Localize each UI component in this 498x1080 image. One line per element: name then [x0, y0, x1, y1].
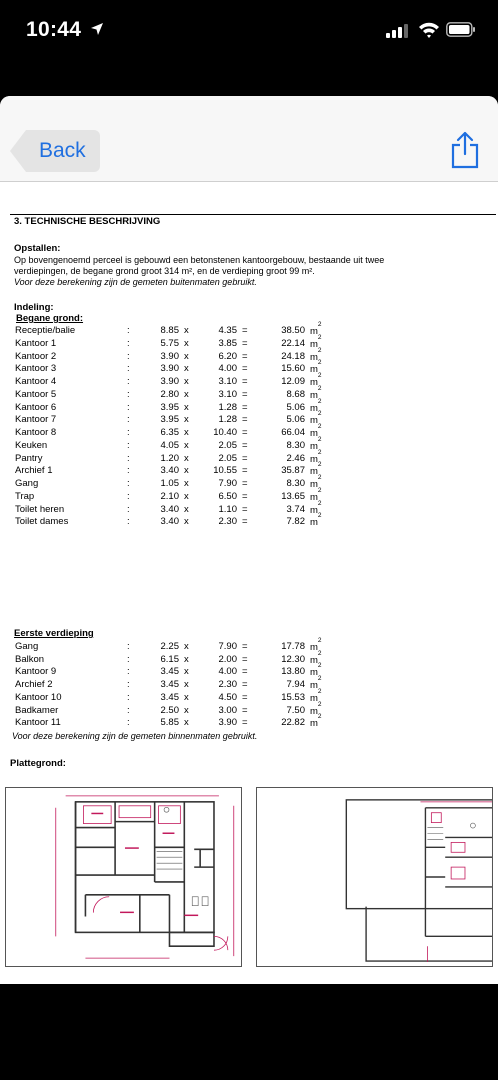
equals-sign: =: [242, 717, 248, 729]
room-name: Toilet heren: [15, 503, 65, 515]
room-name: Kantoor 4: [15, 376, 57, 387]
width-value: 1.10: [218, 503, 237, 515]
times-sign: x: [184, 439, 189, 451]
area-value: 2.46: [286, 452, 305, 464]
begane-grond-row: [15, 397, 335, 414]
times-sign: x: [184, 679, 189, 691]
colon: :: [127, 503, 130, 515]
colon: :: [127, 325, 130, 336]
width-value: 1.28: [218, 414, 237, 426]
area-unit: $m^2$: [310, 372, 322, 389]
equals-sign: =: [242, 376, 248, 387]
length-value: 2.25: [160, 641, 179, 652]
width-value: 10.40: [213, 427, 237, 438]
times-sign: x: [184, 704, 189, 716]
eerste-verdieping-row: [15, 675, 335, 692]
status-bar: [0, 0, 498, 60]
length-value: 3.45: [160, 666, 179, 678]
equals-sign: =: [242, 465, 248, 477]
room-name: Kantoor 9: [15, 666, 57, 678]
colon: :: [127, 666, 130, 678]
room-name: Keuken: [15, 439, 48, 451]
area-value: 13.80: [281, 666, 305, 678]
section-rule: [10, 214, 496, 215]
colon: :: [127, 679, 130, 691]
times-sign: x: [184, 717, 189, 729]
times-sign: x: [184, 452, 189, 464]
times-sign: x: [184, 376, 189, 387]
area-value: 17.78: [281, 641, 305, 652]
room-name: Archief 1: [15, 465, 53, 477]
area-value: 7.82: [286, 516, 305, 528]
document-page: [0, 182, 498, 984]
opstallen-text-line-1: Op bovengenoemd perceel is gebouwd een betonstenen kantoorgebouw, bestaande uit twee: [14, 255, 385, 265]
equals-sign: =: [242, 641, 248, 652]
length-value: 1.05: [160, 478, 179, 489]
length-value: 3.95: [160, 414, 179, 426]
width-value: 4.50: [218, 691, 237, 703]
colon: :: [127, 465, 130, 477]
length-value: 2.80: [160, 388, 179, 400]
room-name: Pantry: [15, 452, 43, 464]
room-name: Balkon: [15, 653, 45, 665]
times-sign: x: [184, 516, 189, 528]
room-name: Kantoor 11: [15, 717, 61, 729]
begane-grond-row: [15, 486, 335, 503]
begane-grond-row: [15, 474, 335, 491]
equals-sign: =: [242, 516, 248, 528]
area-value: 22.14: [281, 337, 305, 349]
room-name: Kantoor 8: [15, 427, 57, 438]
area-unit: $m^2$: [310, 346, 322, 363]
equals-sign: =: [242, 478, 248, 489]
width-value: 2.30: [218, 679, 237, 691]
begane-grond-row: [15, 423, 335, 440]
area-unit: $m^2$: [310, 384, 322, 401]
length-value: 3.40: [160, 503, 179, 515]
area-value: 22.82: [281, 717, 305, 729]
colon: :: [127, 653, 130, 665]
length-value: 3.95: [160, 401, 179, 413]
colon: :: [127, 439, 130, 451]
section-title: 3. TECHNISCHE BESCHRIJVING: [14, 216, 161, 227]
times-sign: x: [184, 401, 189, 413]
width-value: 2.30: [218, 516, 237, 528]
area-unit: $m^2$: [310, 649, 322, 666]
area-value: 7.94: [286, 679, 305, 691]
opstallen-text-line-2: verdiepingen, de begane grond groot 314 m², en de verdieping groot 99 m².: [14, 266, 315, 276]
colon: :: [127, 516, 130, 528]
colon: :: [127, 414, 130, 426]
equals-sign: =: [242, 439, 248, 451]
area-value: 5.06: [286, 414, 305, 426]
area-value: 8.30: [286, 478, 305, 489]
begane-grond-row: [15, 435, 335, 452]
area-unit: $m^2$: [310, 512, 322, 529]
colon: :: [127, 478, 130, 489]
begane-grond-row: [15, 372, 335, 389]
times-sign: x: [184, 337, 189, 349]
battery-icon: [446, 22, 476, 37]
area-value: 35.87: [281, 465, 305, 477]
equals-sign: =: [242, 691, 248, 703]
colon: :: [127, 427, 130, 438]
begane-grond-row: [15, 512, 335, 529]
times-sign: x: [184, 666, 189, 678]
colon: :: [127, 490, 130, 502]
colon: :: [127, 704, 130, 716]
begane-grond-row: [15, 346, 335, 363]
width-value: 1.28: [218, 401, 237, 413]
length-value: 6.35: [160, 427, 179, 438]
eerste-verdieping-row: [15, 700, 335, 717]
indeling-heading: Indeling:: [14, 302, 54, 313]
colon: :: [127, 363, 130, 375]
navigation-bar: [0, 96, 498, 182]
area-unit: $m^2$: [310, 359, 322, 376]
times-sign: x: [184, 641, 189, 652]
equals-sign: =: [242, 679, 248, 691]
room-name: Receptie/balie: [15, 325, 76, 336]
colon: :: [127, 641, 130, 652]
length-value: 3.45: [160, 679, 179, 691]
equals-sign: =: [242, 503, 248, 515]
equals-sign: =: [242, 704, 248, 716]
begane-grond-row: [15, 410, 335, 427]
room-name: Trap: [15, 490, 35, 502]
floor-plan-ground-floor: [5, 787, 242, 967]
width-value: 3.90: [218, 717, 237, 729]
width-value: 3.10: [218, 376, 237, 387]
area-value: 8.30: [286, 439, 305, 451]
room-name: Kantoor 6: [15, 401, 57, 413]
area-value: 24.18: [281, 350, 305, 362]
equals-sign: =: [242, 666, 248, 678]
times-sign: x: [184, 325, 189, 336]
begane-grond-row: [15, 461, 335, 478]
eerste-verdieping-row: [15, 637, 335, 654]
wifi-icon: [418, 21, 440, 39]
area-unit: $m^2$: [310, 461, 322, 478]
room-name: Toilet dames: [15, 516, 69, 528]
area-value: 3.74: [286, 503, 305, 515]
times-sign: x: [184, 691, 189, 703]
times-sign: x: [184, 350, 189, 362]
width-value: 10.55: [213, 465, 237, 477]
area-unit: $m^2$: [310, 448, 322, 465]
area-unit: $m^2$: [310, 333, 322, 350]
eerste-verdieping-row: [15, 687, 335, 704]
opstallen-note: Voor deze berekening zijn de gemeten buitenmaten gebruikt.: [14, 277, 257, 287]
width-value: 6.50: [218, 490, 237, 502]
begane-grond-row: [15, 384, 335, 401]
area-unit: $m^2$: [310, 662, 322, 679]
begane-grond-row: [15, 321, 335, 338]
area-value: 13.65: [281, 490, 305, 502]
colon: :: [127, 376, 130, 387]
colon: :: [127, 691, 130, 703]
length-value: 8.85: [160, 325, 179, 336]
times-sign: x: [184, 465, 189, 477]
area-unit: $m^2$: [310, 423, 322, 440]
equals-sign: =: [242, 401, 248, 413]
colon: :: [127, 452, 130, 464]
times-sign: x: [184, 503, 189, 515]
length-value: 6.15: [160, 653, 179, 665]
begane-grond-row: [15, 359, 335, 376]
area-unit: $m^2$: [310, 713, 322, 730]
equals-sign: =: [242, 427, 248, 438]
width-value: 7.90: [218, 641, 237, 652]
colon: :: [127, 401, 130, 413]
area-unit: $m^2$: [310, 397, 322, 414]
width-value: 4.35: [218, 325, 237, 336]
eerste-verdieping-row: [15, 713, 335, 730]
times-sign: x: [184, 427, 189, 438]
width-value: 6.20: [218, 350, 237, 362]
room-name: Kantoor 10: [15, 691, 62, 703]
back-button-label: Back: [39, 139, 86, 162]
length-value: 5.85: [160, 717, 179, 729]
area-value: 5.06: [286, 401, 305, 413]
area-value: 15.60: [281, 363, 305, 375]
width-value: 2.00: [218, 653, 237, 665]
location-arrow-icon: [90, 22, 104, 36]
area-unit: $m^2$: [310, 687, 322, 704]
area-unit: $m^2$: [310, 321, 322, 338]
room-name: Badkamer: [15, 704, 59, 716]
length-value: 3.40: [160, 516, 179, 528]
length-value: 3.45: [160, 691, 179, 703]
equals-sign: =: [242, 414, 248, 426]
equals-sign: =: [242, 337, 248, 349]
area-value: 7.50: [286, 704, 305, 716]
floor-plan-first-floor: [256, 787, 493, 967]
plattegrond-heading: Plattegrond:: [10, 758, 66, 769]
equals-sign: =: [242, 490, 248, 502]
document-viewer: [0, 96, 498, 984]
times-sign: x: [184, 653, 189, 665]
colon: :: [127, 350, 130, 362]
length-value: 1.20: [160, 452, 179, 464]
times-sign: x: [184, 478, 189, 489]
equals-sign: =: [242, 388, 248, 400]
length-value: 3.40: [160, 465, 179, 477]
times-sign: x: [184, 414, 189, 426]
width-value: 3.85: [218, 337, 237, 349]
share-icon[interactable]: [448, 130, 482, 170]
area-unit: $m^2$: [310, 486, 322, 503]
room-name: Kantoor 2: [15, 350, 57, 362]
width-value: 4.00: [218, 666, 237, 678]
equals-sign: =: [242, 350, 248, 362]
room-name: Archief 2: [15, 679, 53, 691]
room-name: Gang: [15, 641, 39, 652]
length-value: 3.90: [160, 350, 179, 362]
room-name: Kantoor 3: [15, 363, 57, 375]
equals-sign: =: [242, 452, 248, 464]
width-value: 3.10: [218, 388, 237, 400]
status-time: 10:44: [26, 18, 82, 41]
area-unit: $m^2$: [310, 675, 322, 692]
length-value: 5.75: [160, 337, 179, 349]
times-sign: x: [184, 363, 189, 375]
length-value: 3.90: [160, 376, 179, 387]
length-value: 4.05: [160, 439, 179, 451]
length-value: 2.10: [160, 490, 179, 502]
eerste-verdieping-row: [15, 649, 335, 666]
area-value: 12.30: [281, 653, 305, 665]
colon: :: [127, 717, 130, 729]
area-unit: $m^2$: [310, 435, 322, 452]
eerste-verdieping-row: [15, 662, 335, 679]
area-unit: $m^2$: [310, 637, 322, 654]
area-value: 66.04: [281, 427, 305, 438]
opstallen-heading: Opstallen:: [14, 243, 61, 254]
equals-sign: =: [242, 653, 248, 665]
width-value: 3.00: [218, 704, 237, 716]
equals-sign: =: [242, 363, 248, 375]
room-name: Kantoor 1: [15, 337, 57, 349]
colon: :: [127, 337, 130, 349]
area-value: 38.50: [281, 325, 305, 336]
area-unit: $m^2$: [310, 499, 322, 516]
room-name: Kantoor 7: [15, 414, 57, 426]
room-name: Kantoor 5: [15, 388, 57, 400]
begane-grond-heading: Begane grond:: [16, 313, 84, 324]
back-button[interactable]: [10, 130, 100, 172]
area-unit: $m^2$: [310, 474, 322, 491]
times-sign: x: [184, 490, 189, 502]
colon: :: [127, 388, 130, 400]
length-value: 3.90: [160, 363, 179, 375]
area-value: 8.68: [286, 388, 305, 400]
width-value: 7.90: [218, 478, 237, 489]
binnenmaten-note: Voor deze berekening zijn de gemeten binnenmaten gebruikt.: [12, 731, 258, 741]
equals-sign: =: [242, 325, 248, 336]
length-value: 2.50: [160, 704, 179, 716]
width-value: 4.00: [218, 363, 237, 375]
begane-grond-row: [15, 448, 335, 465]
width-value: 2.05: [218, 452, 237, 464]
area-value: 15.53: [281, 691, 305, 703]
times-sign: x: [184, 388, 189, 400]
area-value: 12.09: [281, 376, 305, 387]
area-unit: $m^2$: [310, 700, 322, 717]
room-name: Gang: [15, 478, 39, 489]
width-value: 2.05: [218, 439, 237, 451]
area-unit: $m^2$: [310, 410, 322, 427]
eerste-verdieping-heading: Eerste verdieping: [14, 628, 94, 639]
begane-grond-row: [15, 333, 335, 350]
begane-grond-row: [15, 499, 335, 516]
signal-icon: [386, 24, 410, 38]
